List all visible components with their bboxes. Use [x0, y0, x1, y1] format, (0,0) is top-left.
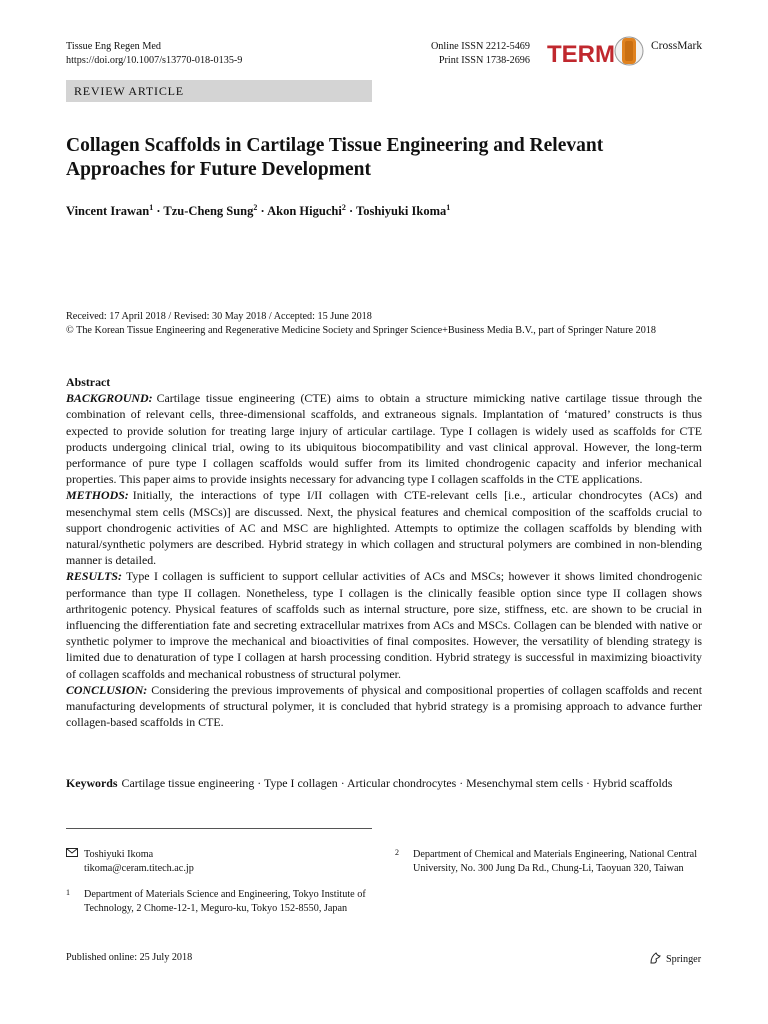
issn-print: Print ISSN 1738-2696 — [438, 55, 530, 66]
corresponding-name: Toshiyuki Ikoma — [84, 849, 154, 860]
methods-label: METHODS: — [66, 488, 129, 503]
springer-horse-icon — [648, 951, 662, 968]
affiliation-2-number: 2 — [395, 848, 399, 857]
abstract — [66, 374, 702, 730]
author-list — [66, 203, 450, 219]
affiliation-1 — [66, 888, 376, 916]
footnotes-left — [66, 848, 376, 916]
keywords-label: Keywords — [66, 776, 118, 790]
abstract-heading: Abstract — [66, 375, 111, 389]
crossmark-icon[interactable] — [615, 37, 643, 65]
background-label: BACKGROUND: — [66, 391, 153, 406]
publisher-logo — [648, 951, 701, 968]
author-affiliation-mark: 2 — [341, 203, 346, 212]
footnotes-right — [395, 848, 705, 876]
methods-text: Initially, the interactions of type I/II collagen with CTE-relevant cells [i.e., articular chondrocytes (ACs) and mesenchymal stem cells (MSCs)] are discussed. Next, the physical features and chemical composition of the scaffolds crucial to support chondrogenic activities of AC and MSC are highlighted. Attempts to optimize the collagen scaffolds by blending with natural/synthetic polymers are described. Hybrid strategy in which collagen and structural polymers are combined in non-blending manner is detailed. — [66, 488, 702, 568]
article-type-banner: REVIEW ARTICLE — [66, 80, 372, 102]
results-text: Type I collagen is sufficient to support cellular activities of ACs and MSCs; however it shows limited chondrogenic performance than type II collagen. Nonetheless, type I collagen is the clinically feasible option since type II collagen shows arthritogenic potency. Physical features of scaffolds such as internal structure, pore size, stiffness, etc. are shown to be crucial in influencing the differentiation fate and secreting extracellular matrixes from ACs and MSCs. Collagen can be blended with native or synthetic polymer to improve the mechanical and bioactivities of final composites. However, the versatility of blending strategy is limited due to denaturation of type I collagen at harsh processing condition. Hybrid strategy is successful in maximizing bioactivity of collagen scaffolds and mechanical robustness of structural polymer. — [66, 569, 702, 681]
doi-link[interactable]: https://doi.org/10.1007/s13770-018-0135-9 — [66, 55, 243, 66]
publisher-name: Springer — [666, 954, 702, 965]
background-text: Cartilage tissue engineering (CTE) aims to obtain a structure mimicking native cartilage tissue through the combination of relevant cells, three-dimensional scaffolds, and extraneous signals. Implantation of ‘matured’ constructs is thus expected to provide solution for treating large injury of articular cartilage. Type I collagen is widely used as scaffolds for CTE products undergoing clinical trial, owing to its ubiquitous biocompatibility and vast clinical approval. However, the long-term performance of pure type I collagen scaffolds would suffer from its limited chondrogenic capacity and inferior mechanical properties. This paper aims to provide insights necessary for advancing type I collagen scaffolds in the CTE applications. — [66, 391, 702, 487]
author-affiliation-mark: 1 — [149, 203, 154, 212]
author-name[interactable]: Toshiyuki Ikoma — [356, 204, 447, 219]
affiliation-1-number: 1 — [66, 888, 70, 897]
article-title: Collagen Scaffolds in Cartilage Tissue Engineering and Relevant Approaches for Future Development — [66, 135, 604, 180]
conclusion-label: CONCLUSION: — [66, 682, 148, 697]
author-affiliation-mark: 1 — [446, 203, 451, 212]
conclusion-text: Considering the previous improvements of physical and compositional properties of collagen scaffolds and recent manufacturing developments of structural polymer, it is concluded that hybrid strategy is a promising approach to advance further collagen-based scaffolds in CTE. — [66, 682, 702, 730]
abstract-results — [66, 568, 702, 681]
copyright-line: © The Korean Tissue Engineering and Regenerative Medicine Society and Springer Science+Business Media B.V., part of Springer Nature 2018 — [66, 325, 656, 336]
results-label: RESULTS: — [66, 569, 122, 584]
author-name[interactable]: Akon Higuchi — [267, 204, 342, 219]
author-name[interactable]: Tzu-Cheng Sung — [163, 204, 254, 219]
envelope-icon — [66, 848, 84, 876]
author-separator: · — [345, 204, 357, 219]
author-affiliation-mark: 2 — [253, 203, 258, 212]
affiliation-2 — [395, 848, 705, 876]
history-dates: Received: 17 April 2018 / Revised: 30 May 2018 / Accepted: 15 June 2018 — [66, 311, 372, 322]
term-logo-text: TERM — [547, 41, 615, 68]
keywords — [66, 775, 706, 791]
author-separator: · — [153, 204, 164, 219]
affiliation-1-text: Department of Materials Science and Engineering, Tokyo Institute of Technology, 2 Chome-12-1, Meguro-ku, Tokyo 152-8550, Japan — [84, 889, 366, 914]
abstract-methods — [66, 487, 702, 568]
issn-online: Online ISSN 2212-5469 — [430, 41, 530, 52]
crossmark-label[interactable]: CrossMark — [651, 40, 703, 52]
published-date: Published online: 25 July 2018 — [66, 952, 193, 963]
journal-header — [66, 40, 242, 68]
issn-block — [431, 40, 530, 68]
author-separator: · — [257, 204, 268, 219]
keywords-text: Cartilage tissue engineering · Type I collagen · Articular chondrocytes · Mesenchymal stem cells · Hybrid scaffolds — [121, 776, 673, 790]
footnote-divider — [66, 828, 372, 829]
abstract-background — [66, 390, 702, 487]
term-logo — [547, 32, 647, 70]
author-name[interactable]: Vincent Irawan — [66, 204, 150, 219]
affiliation-2-text: Department of Chemical and Materials Engineering, National Central University, No. 300 Jung Da Rd., Chung-Li, Taoyuan 320, Taiwan — [413, 849, 698, 874]
abstract-conclusion — [66, 682, 702, 731]
article-dates — [66, 310, 716, 338]
journal-name: Tissue Eng Regen Med — [66, 41, 161, 52]
corresponding-author — [66, 848, 376, 876]
corresponding-email[interactable]: tikoma@ceram.titech.ac.jp — [84, 863, 194, 874]
